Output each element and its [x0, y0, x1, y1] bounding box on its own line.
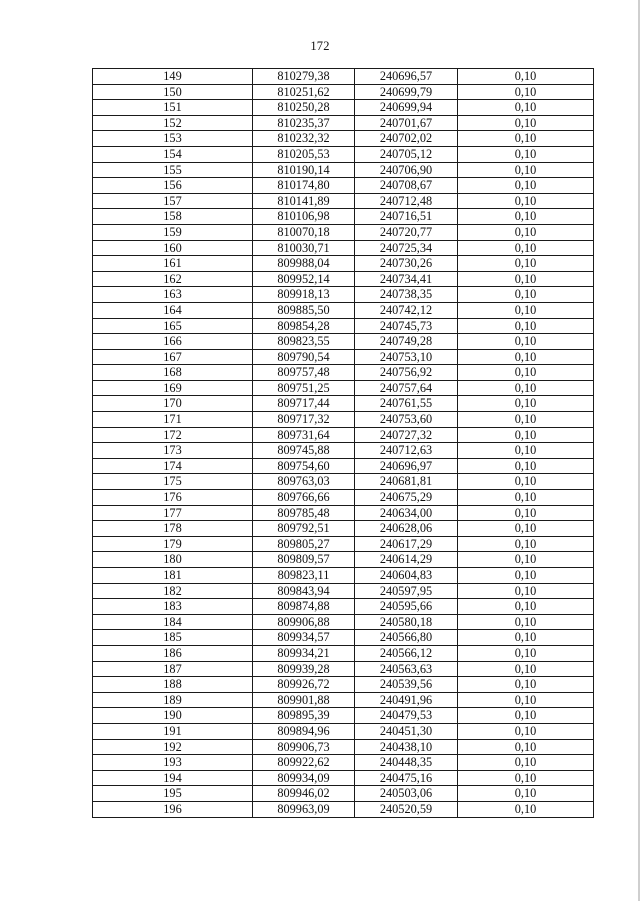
- y-coordinate-cell: 240604,83: [355, 568, 458, 584]
- y-coordinate-cell: 240566,12: [355, 645, 458, 661]
- point-number-cell: 196: [93, 801, 253, 817]
- accuracy-cell: 0,10: [458, 786, 594, 802]
- table-row: [93, 505, 594, 521]
- point-number-cell: 181: [93, 568, 253, 584]
- accuracy-cell: 0,10: [458, 739, 594, 755]
- accuracy-cell: 0,10: [458, 334, 594, 350]
- accuracy-cell: 0,10: [458, 443, 594, 459]
- point-number-cell: 195: [93, 786, 253, 802]
- x-coordinate-cell: 809823,55: [253, 334, 355, 350]
- point-number-cell: 152: [93, 115, 253, 131]
- point-number-cell: 182: [93, 583, 253, 599]
- table-row: [93, 755, 594, 771]
- y-coordinate-cell: 240734,41: [355, 271, 458, 287]
- x-coordinate-cell: 809717,44: [253, 396, 355, 412]
- y-coordinate-cell: 240617,29: [355, 536, 458, 552]
- point-number-cell: 156: [93, 178, 253, 194]
- point-number-cell: 165: [93, 318, 253, 334]
- point-number-cell: 193: [93, 755, 253, 771]
- accuracy-cell: 0,10: [458, 677, 594, 693]
- table-row: [93, 115, 594, 131]
- table-row: [93, 739, 594, 755]
- table-row: [93, 365, 594, 381]
- y-coordinate-cell: 240701,67: [355, 115, 458, 131]
- x-coordinate-cell: 809823,11: [253, 568, 355, 584]
- table-row: [93, 131, 594, 147]
- y-coordinate-cell: 240742,12: [355, 302, 458, 318]
- point-number-cell: 154: [93, 146, 253, 162]
- y-coordinate-cell: 240520,59: [355, 801, 458, 817]
- table-row: [93, 240, 594, 256]
- coordinates-table: [92, 68, 594, 818]
- table-row: [93, 801, 594, 817]
- point-number-cell: 188: [93, 677, 253, 693]
- table-row: [93, 661, 594, 677]
- x-coordinate-cell: 809934,09: [253, 770, 355, 786]
- accuracy-cell: 0,10: [458, 645, 594, 661]
- y-coordinate-cell: 240675,29: [355, 490, 458, 506]
- point-number-cell: 177: [93, 505, 253, 521]
- y-coordinate-cell: 240699,94: [355, 100, 458, 116]
- table-row: [93, 614, 594, 630]
- y-coordinate-cell: 240757,64: [355, 380, 458, 396]
- table-row: [93, 146, 594, 162]
- table-row: [93, 396, 594, 412]
- accuracy-cell: 0,10: [458, 630, 594, 646]
- y-coordinate-cell: 240727,32: [355, 427, 458, 443]
- y-coordinate-cell: 240451,30: [355, 723, 458, 739]
- table-row: [93, 271, 594, 287]
- table-row: [93, 334, 594, 350]
- point-number-cell: 171: [93, 412, 253, 428]
- table-row: [93, 599, 594, 615]
- x-coordinate-cell: 810235,37: [253, 115, 355, 131]
- x-coordinate-cell: 809792,51: [253, 521, 355, 537]
- table-row: [93, 786, 594, 802]
- point-number-cell: 173: [93, 443, 253, 459]
- accuracy-cell: 0,10: [458, 427, 594, 443]
- x-coordinate-cell: 810141,89: [253, 193, 355, 209]
- accuracy-cell: 0,10: [458, 240, 594, 256]
- accuracy-cell: 0,10: [458, 770, 594, 786]
- x-coordinate-cell: 809854,28: [253, 318, 355, 334]
- point-number-cell: 178: [93, 521, 253, 537]
- table-row: [93, 412, 594, 428]
- x-coordinate-cell: 810070,18: [253, 224, 355, 240]
- y-coordinate-cell: 240614,29: [355, 552, 458, 568]
- accuracy-cell: 0,10: [458, 474, 594, 490]
- point-number-cell: 187: [93, 661, 253, 677]
- x-coordinate-cell: 809763,03: [253, 474, 355, 490]
- table-row: [93, 349, 594, 365]
- accuracy-cell: 0,10: [458, 396, 594, 412]
- y-coordinate-cell: 240705,12: [355, 146, 458, 162]
- x-coordinate-cell: 809934,21: [253, 645, 355, 661]
- y-coordinate-cell: 240475,16: [355, 770, 458, 786]
- accuracy-cell: 0,10: [458, 69, 594, 85]
- x-coordinate-cell: 809895,39: [253, 708, 355, 724]
- table-row: [93, 84, 594, 100]
- y-coordinate-cell: 240491,96: [355, 692, 458, 708]
- table-row: [93, 536, 594, 552]
- x-coordinate-cell: 809894,96: [253, 723, 355, 739]
- accuracy-cell: 0,10: [458, 115, 594, 131]
- y-coordinate-cell: 240708,67: [355, 178, 458, 194]
- point-number-cell: 157: [93, 193, 253, 209]
- point-number-cell: 186: [93, 645, 253, 661]
- x-coordinate-cell: 809939,28: [253, 661, 355, 677]
- point-number-cell: 194: [93, 770, 253, 786]
- y-coordinate-cell: 240706,90: [355, 162, 458, 178]
- x-coordinate-cell: 809843,94: [253, 583, 355, 599]
- accuracy-cell: 0,10: [458, 536, 594, 552]
- table-row: [93, 474, 594, 490]
- y-coordinate-cell: 240753,60: [355, 412, 458, 428]
- table-row: [93, 490, 594, 506]
- y-coordinate-cell: 240539,56: [355, 677, 458, 693]
- point-number-cell: 150: [93, 84, 253, 100]
- y-coordinate-cell: 240438,10: [355, 739, 458, 755]
- point-number-cell: 161: [93, 256, 253, 272]
- table-row: [93, 692, 594, 708]
- x-coordinate-cell: 809790,54: [253, 349, 355, 365]
- accuracy-cell: 0,10: [458, 162, 594, 178]
- x-coordinate-cell: 809988,04: [253, 256, 355, 272]
- table-row: [93, 178, 594, 194]
- accuracy-cell: 0,10: [458, 193, 594, 209]
- y-coordinate-cell: 240716,51: [355, 209, 458, 225]
- point-number-cell: 183: [93, 599, 253, 615]
- table-row: [93, 209, 594, 225]
- accuracy-cell: 0,10: [458, 224, 594, 240]
- y-coordinate-cell: 240696,97: [355, 458, 458, 474]
- accuracy-cell: 0,10: [458, 412, 594, 428]
- table-row: [93, 69, 594, 85]
- table-row: [93, 100, 594, 116]
- accuracy-cell: 0,10: [458, 755, 594, 771]
- point-number-cell: 179: [93, 536, 253, 552]
- x-coordinate-cell: 809934,57: [253, 630, 355, 646]
- x-coordinate-cell: 810106,98: [253, 209, 355, 225]
- table-row: [93, 380, 594, 396]
- x-coordinate-cell: 809906,73: [253, 739, 355, 755]
- point-number-cell: 191: [93, 723, 253, 739]
- table-row: [93, 630, 594, 646]
- y-coordinate-cell: 240761,55: [355, 396, 458, 412]
- table-row: [93, 708, 594, 724]
- point-number-cell: 172: [93, 427, 253, 443]
- x-coordinate-cell: 809901,88: [253, 692, 355, 708]
- x-coordinate-cell: 809874,88: [253, 599, 355, 615]
- accuracy-cell: 0,10: [458, 380, 594, 396]
- x-coordinate-cell: 810232,32: [253, 131, 355, 147]
- point-number-cell: 176: [93, 490, 253, 506]
- point-number-cell: 189: [93, 692, 253, 708]
- y-coordinate-cell: 240634,00: [355, 505, 458, 521]
- table-row: [93, 318, 594, 334]
- point-number-cell: 192: [93, 739, 253, 755]
- accuracy-cell: 0,10: [458, 209, 594, 225]
- accuracy-cell: 0,10: [458, 490, 594, 506]
- x-coordinate-cell: 809751,25: [253, 380, 355, 396]
- table-row: [93, 552, 594, 568]
- table-row: [93, 287, 594, 303]
- point-number-cell: 153: [93, 131, 253, 147]
- x-coordinate-cell: 810279,38: [253, 69, 355, 85]
- y-coordinate-cell: 240580,18: [355, 614, 458, 630]
- accuracy-cell: 0,10: [458, 505, 594, 521]
- table-row: [93, 256, 594, 272]
- x-coordinate-cell: 809785,48: [253, 505, 355, 521]
- x-coordinate-cell: 809717,32: [253, 412, 355, 428]
- accuracy-cell: 0,10: [458, 271, 594, 287]
- table-row: [93, 645, 594, 661]
- y-coordinate-cell: 240720,77: [355, 224, 458, 240]
- accuracy-cell: 0,10: [458, 287, 594, 303]
- x-coordinate-cell: 809757,48: [253, 365, 355, 381]
- accuracy-cell: 0,10: [458, 318, 594, 334]
- point-number-cell: 170: [93, 396, 253, 412]
- table-row: [93, 427, 594, 443]
- x-coordinate-cell: 809946,02: [253, 786, 355, 802]
- accuracy-cell: 0,10: [458, 521, 594, 537]
- y-coordinate-cell: 240563,63: [355, 661, 458, 677]
- y-coordinate-cell: 240753,10: [355, 349, 458, 365]
- accuracy-cell: 0,10: [458, 458, 594, 474]
- accuracy-cell: 0,10: [458, 302, 594, 318]
- x-coordinate-cell: 809885,50: [253, 302, 355, 318]
- x-coordinate-cell: 809922,62: [253, 755, 355, 771]
- y-coordinate-cell: 240681,81: [355, 474, 458, 490]
- table-row: [93, 162, 594, 178]
- table-row: [93, 583, 594, 599]
- y-coordinate-cell: 240696,57: [355, 69, 458, 85]
- point-number-cell: 162: [93, 271, 253, 287]
- y-coordinate-cell: 240749,28: [355, 334, 458, 350]
- y-coordinate-cell: 240479,53: [355, 708, 458, 724]
- y-coordinate-cell: 240597,95: [355, 583, 458, 599]
- point-number-cell: 190: [93, 708, 253, 724]
- point-number-cell: 164: [93, 302, 253, 318]
- point-number-cell: 166: [93, 334, 253, 350]
- y-coordinate-cell: 240756,92: [355, 365, 458, 381]
- y-coordinate-cell: 240503,06: [355, 786, 458, 802]
- accuracy-cell: 0,10: [458, 256, 594, 272]
- table-row: [93, 302, 594, 318]
- y-coordinate-cell: 240738,35: [355, 287, 458, 303]
- y-coordinate-cell: 240725,34: [355, 240, 458, 256]
- x-coordinate-cell: 810190,14: [253, 162, 355, 178]
- point-number-cell: 169: [93, 380, 253, 396]
- point-number-cell: 184: [93, 614, 253, 630]
- point-number-cell: 163: [93, 287, 253, 303]
- point-number-cell: 180: [93, 552, 253, 568]
- x-coordinate-cell: 810174,80: [253, 178, 355, 194]
- y-coordinate-cell: 240730,26: [355, 256, 458, 272]
- accuracy-cell: 0,10: [458, 801, 594, 817]
- table-row: [93, 193, 594, 209]
- point-number-cell: 168: [93, 365, 253, 381]
- accuracy-cell: 0,10: [458, 100, 594, 116]
- point-number-cell: 160: [93, 240, 253, 256]
- point-number-cell: 151: [93, 100, 253, 116]
- table-row: [93, 521, 594, 537]
- table-row: [93, 458, 594, 474]
- x-coordinate-cell: 809754,60: [253, 458, 355, 474]
- point-number-cell: 185: [93, 630, 253, 646]
- y-coordinate-cell: 240595,66: [355, 599, 458, 615]
- x-coordinate-cell: 810250,28: [253, 100, 355, 116]
- accuracy-cell: 0,10: [458, 723, 594, 739]
- x-coordinate-cell: 810030,71: [253, 240, 355, 256]
- coordinates-table-body: [93, 69, 594, 818]
- accuracy-cell: 0,10: [458, 84, 594, 100]
- table-row: [93, 224, 594, 240]
- accuracy-cell: 0,10: [458, 568, 594, 584]
- accuracy-cell: 0,10: [458, 599, 594, 615]
- x-coordinate-cell: 809766,66: [253, 490, 355, 506]
- x-coordinate-cell: 809963,09: [253, 801, 355, 817]
- y-coordinate-cell: 240712,48: [355, 193, 458, 209]
- x-coordinate-cell: 809731,64: [253, 427, 355, 443]
- accuracy-cell: 0,10: [458, 146, 594, 162]
- page-number: 172: [310, 39, 330, 53]
- accuracy-cell: 0,10: [458, 552, 594, 568]
- y-coordinate-cell: 240566,80: [355, 630, 458, 646]
- accuracy-cell: 0,10: [458, 349, 594, 365]
- point-number-cell: 158: [93, 209, 253, 225]
- x-coordinate-cell: 809745,88: [253, 443, 355, 459]
- x-coordinate-cell: 809906,88: [253, 614, 355, 630]
- table-row: [93, 723, 594, 739]
- y-coordinate-cell: 240699,79: [355, 84, 458, 100]
- y-coordinate-cell: 240702,02: [355, 131, 458, 147]
- x-coordinate-cell: 809926,72: [253, 677, 355, 693]
- x-coordinate-cell: 810205,53: [253, 146, 355, 162]
- y-coordinate-cell: 240628,06: [355, 521, 458, 537]
- x-coordinate-cell: 810251,62: [253, 84, 355, 100]
- point-number-cell: 175: [93, 474, 253, 490]
- point-number-cell: 167: [93, 349, 253, 365]
- point-number-cell: 155: [93, 162, 253, 178]
- table-row: [93, 677, 594, 693]
- x-coordinate-cell: 809918,13: [253, 287, 355, 303]
- accuracy-cell: 0,10: [458, 365, 594, 381]
- accuracy-cell: 0,10: [458, 708, 594, 724]
- table-row: [93, 443, 594, 459]
- point-number-cell: 159: [93, 224, 253, 240]
- y-coordinate-cell: 240448,35: [355, 755, 458, 771]
- accuracy-cell: 0,10: [458, 692, 594, 708]
- table-row: [93, 568, 594, 584]
- point-number-cell: 149: [93, 69, 253, 85]
- accuracy-cell: 0,10: [458, 661, 594, 677]
- accuracy-cell: 0,10: [458, 614, 594, 630]
- point-number-cell: 174: [93, 458, 253, 474]
- accuracy-cell: 0,10: [458, 178, 594, 194]
- accuracy-cell: 0,10: [458, 131, 594, 147]
- table-row: [93, 770, 594, 786]
- y-coordinate-cell: 240712,63: [355, 443, 458, 459]
- x-coordinate-cell: 809952,14: [253, 271, 355, 287]
- y-coordinate-cell: 240745,73: [355, 318, 458, 334]
- accuracy-cell: 0,10: [458, 583, 594, 599]
- x-coordinate-cell: 809805,27: [253, 536, 355, 552]
- x-coordinate-cell: 809809,57: [253, 552, 355, 568]
